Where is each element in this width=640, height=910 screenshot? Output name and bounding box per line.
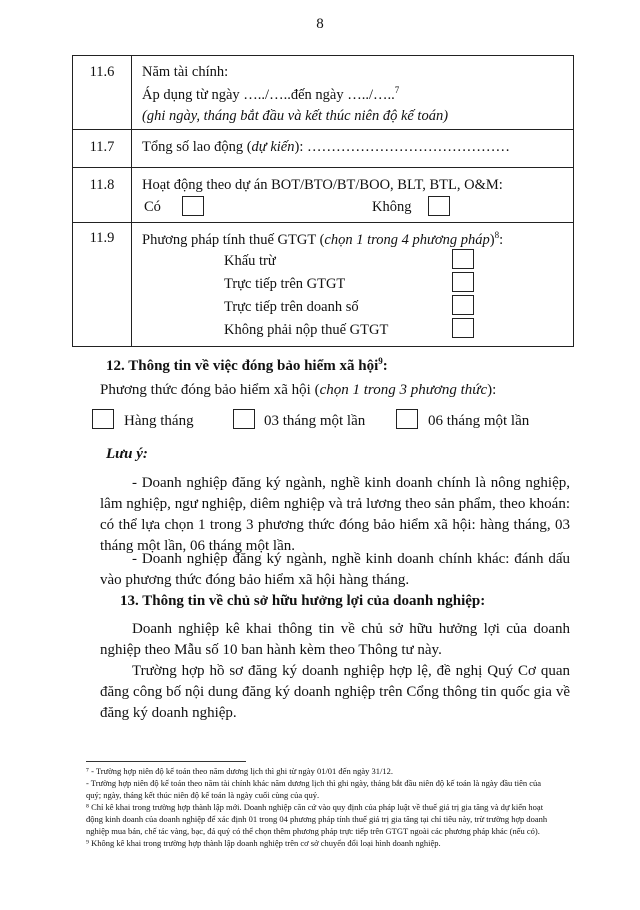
insurance-option-monthly: Hàng tháng: [124, 413, 194, 429]
no-checkbox[interactable]: [428, 196, 450, 216]
vat-option-direct-revenue: Trực tiếp trên doanh số: [224, 298, 359, 315]
footnote-line: nghiệp mua bán, chế tác vàng, bạc, đá quý có thể chọn thêm phương pháp trực tiếp trên GTGT ngoài các phương pháp khác (nếu có).: [86, 826, 540, 836]
insurance-checkbox-semiannual[interactable]: [396, 409, 418, 429]
row-number: 11.7: [73, 130, 132, 168]
row-11-7: [73, 130, 574, 168]
row-content: [132, 168, 574, 223]
footnote-line: - Trường hợp niên độ kế toán theo năm tài chính khác năm dương lịch thì ghi ngày, tháng bắt đầu niên độ kế toán là ngày đầu tiên của: [86, 778, 542, 788]
section-13-title: 13. Thông tin về chủ sở hữu hưởng lợi của doanh nghiệp:: [120, 593, 486, 609]
project-activity-label: Hoạt động theo dự án BOT/BTO/BT/BOO, BLT, BTL, O&M:: [142, 177, 503, 193]
row-content: [132, 56, 574, 130]
insurance-option-semiannual: 06 tháng một lần: [428, 413, 530, 429]
insurance-option-quarterly: 03 tháng một lần: [264, 413, 366, 429]
fiscal-year-label: Năm tài chính:: [142, 64, 229, 80]
insurance-method-label: Phương thức đóng bảo hiểm xã hội (chọn 1 trong 3 phương thức):: [100, 382, 497, 398]
row-11-9: [73, 223, 574, 347]
vat-method-label: Phương pháp tính thuế GTGT (chọn 1 trong 4 phương pháp)$^8$:: [142, 230, 504, 248]
row-content: [132, 130, 574, 168]
fiscal-year-note: (ghi ngày, tháng bắt đầu và kết thúc niên độ kế toán): [142, 107, 449, 124]
vat-checkbox-deduction[interactable]: [452, 249, 474, 269]
row-number: 11.8: [73, 168, 132, 223]
insurance-checkbox-monthly[interactable]: [92, 409, 114, 429]
section-12-title: 12. Thông tin về việc đóng bảo hiểm xã hội$^9$:: [106, 356, 388, 374]
fiscal-year-range: Áp dụng từ ngày …../…..đến ngày …../…..$^7$: [142, 85, 400, 103]
note-label: Lưu ý:: [106, 446, 148, 462]
section-13-paragraph-2: Trường hợp hồ sơ đăng ký doanh nghiệp hợp lệ, đề nghị Quý Cơ quan đăng công bố nội dung đăng ký doanh nghiệp trên Cổng thông tin quốc gia về đăng ký doanh nghiệp.: [100, 663, 570, 721]
vat-option-exempt: Không phải nộp thuế GTGT: [224, 321, 389, 338]
row-content: [132, 223, 574, 347]
no-label: Không: [372, 199, 412, 215]
footnote-line: ⁸ Chỉ kê khai trong trường hợp thành lập mới. Doanh nghiệp căn cứ vào quy định của pháp luật về thuế giá trị gia tăng và dự kiến hoạt: [86, 802, 544, 812]
note-paragraph-1: - Doanh nghiệp đăng ký ngành, nghề kinh doanh chính là nông nghiệp, lâm nghiệp, ngư nghiệp, diêm nghiệp và trả lương theo sản phẩm, theo khoán: có thể lựa chọn 1 trong 3 phương thức đóng bảo hiểm xã hội: hàng tháng, 03 tháng một lần, 06 tháng một lần.: [100, 475, 570, 554]
row-number: 11.9: [73, 223, 132, 347]
footnote-line: ⁷ - Trường hợp niên độ kế toán theo năm dương lịch thì ghi từ ngày 01/01 đến ngày 31/12.: [86, 766, 393, 776]
yes-checkbox[interactable]: [182, 196, 204, 216]
footnote-line: ⁹ Không kê khai trong trường hợp thành lập doanh nghiệp trên cơ sở chuyển đổi loại hình doanh nghiệp.: [86, 838, 441, 848]
section-13-paragraph-1: Doanh nghiệp kê khai thông tin về chủ sở hữu hưởng lợi của doanh nghiệp theo Mẫu số 10 ban hành kèm theo Thông tư này.: [100, 621, 570, 658]
row-11-8: [73, 168, 574, 223]
labor-count-field[interactable]: Tổng số lao động (dự kiến): ……………………………………: [142, 139, 510, 155]
vat-option-direct-gtgt: Trực tiếp trên GTGT: [224, 275, 346, 292]
row-11-6: [73, 56, 574, 130]
footnote-line: quý; ngày, tháng kết thúc niên độ kế toán là ngày cuối cùng của quý.: [86, 790, 320, 800]
vat-checkbox-direct-gtgt[interactable]: [452, 272, 474, 292]
registration-table: [72, 55, 574, 347]
vat-checkbox-exempt[interactable]: [452, 318, 474, 338]
note-paragraph-2: - Doanh nghiệp đăng ký ngành, nghề kinh doanh chính khác: đánh dấu vào phương thức đóng bảo hiểm xã hội hàng tháng.: [100, 551, 570, 588]
yes-label: Có: [144, 199, 161, 215]
insurance-checkbox-quarterly[interactable]: [233, 409, 255, 429]
row-number: 11.6: [73, 56, 132, 130]
footnote-line: động kinh doanh của doanh nghiệp để xác định 01 trong 04 phương pháp tính thuế giá trị gia tăng tại chỉ tiêu này, trừ trường hợp doanh: [86, 814, 548, 824]
footnote-divider: [86, 761, 246, 762]
page-number: 8: [316, 16, 324, 32]
vat-option-deduction: Khấu trừ: [224, 252, 276, 269]
vat-checkbox-direct-revenue[interactable]: [452, 295, 474, 315]
